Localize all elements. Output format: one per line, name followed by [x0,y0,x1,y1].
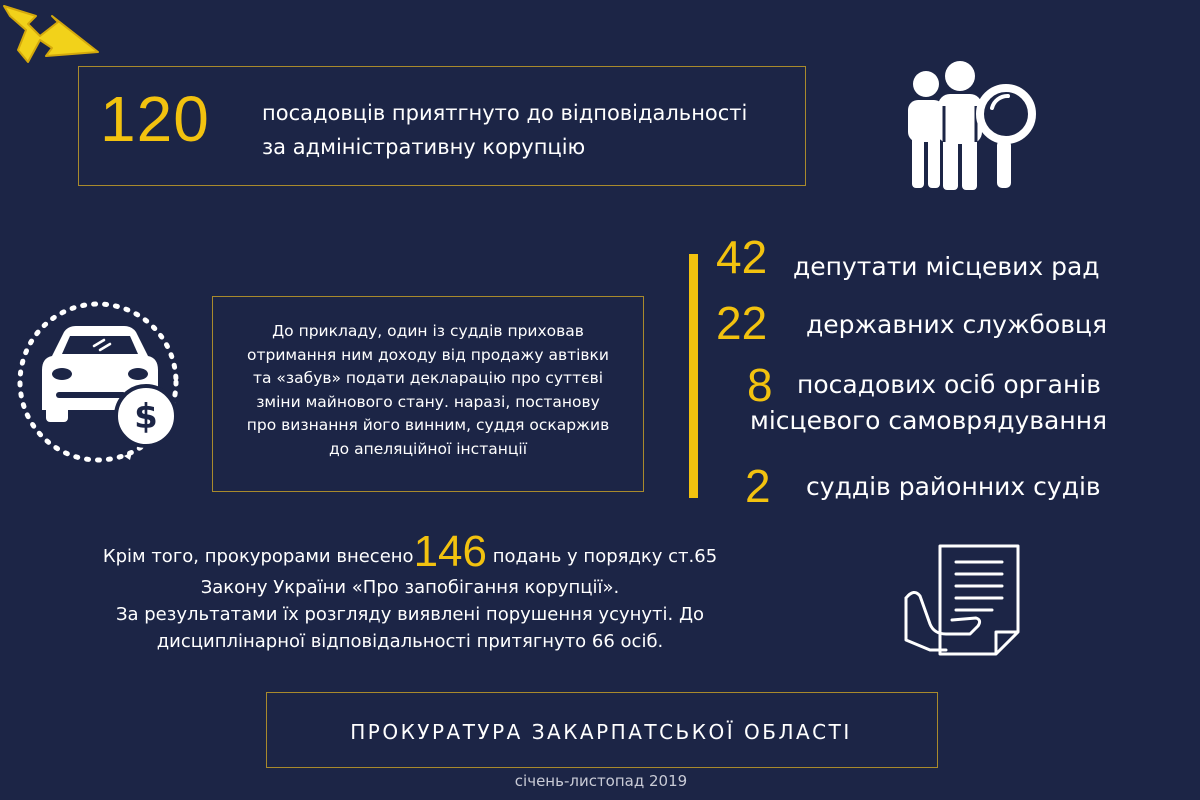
summary-number: 146 [413,527,487,576]
stat-label-civil-servants: державних службовця [806,310,1107,339]
summary-paragraph [40,527,780,655]
people-search-icon [896,56,1046,196]
document-hand-icon [900,540,1030,660]
top-description-line2: за адміністративну корупцію [262,135,586,159]
car-money-icon [12,296,184,468]
example-line: про визнання його винним, суддя оскаржив [246,416,610,434]
footer-title: ПРОКУРАТУРА ЗАКАРПАТСЬКОЇ ОБЛАСТІ [350,720,852,744]
stat-number-local-officials: 8 [747,359,773,411]
summary-line3: За результатами їх розгляду виявлені порушення усунуті. До [115,604,705,625]
stat-label-local-officials-line2: місцевого самоврядування [750,406,1108,435]
stat-label-judges: суддів районних судів [806,472,1101,501]
stat-label-deputies: депутати місцевих рад [793,252,1100,281]
example-line: та «забув» подати декларацію про суттєві [252,369,604,387]
example-line: зміни майнового стану. наразі, постанову [256,392,600,411]
stat-number-deputies: 42 [716,231,768,283]
stat-number-judges: 2 [745,460,771,512]
summary-line4: дисциплінарної відповідальності притягнуто 66 осіб. [156,631,664,652]
summary-suffix: подань у порядку ст.65 [486,546,718,567]
footer-date: січень-листопад 2019 [514,772,688,790]
top-number: 120 [100,83,210,155]
summary-line1 [40,527,780,576]
top-description [262,96,747,164]
summary-line2: Закону України «Про запобігання корупції». [200,577,620,598]
example-line: до апеляційної інстанції [328,439,528,458]
yellow-arrow-icon [0,0,104,66]
stat-label-local-officials-line1: посадових осіб органів [797,370,1102,399]
svg-text:$: $ [134,397,158,437]
example-line: До прикладу, один із суддів приховав [272,322,584,340]
example-line: отримання ним доходу від продажу автівки [247,345,609,364]
accent-bar [689,254,698,498]
summary-prefix: Крім того, прокурорами внесено [102,546,414,567]
example-text [222,320,634,461]
stat-number-civil-servants: 22 [716,297,768,349]
top-description-line1: посадовців приятгнуто до відповідальності [262,101,748,125]
